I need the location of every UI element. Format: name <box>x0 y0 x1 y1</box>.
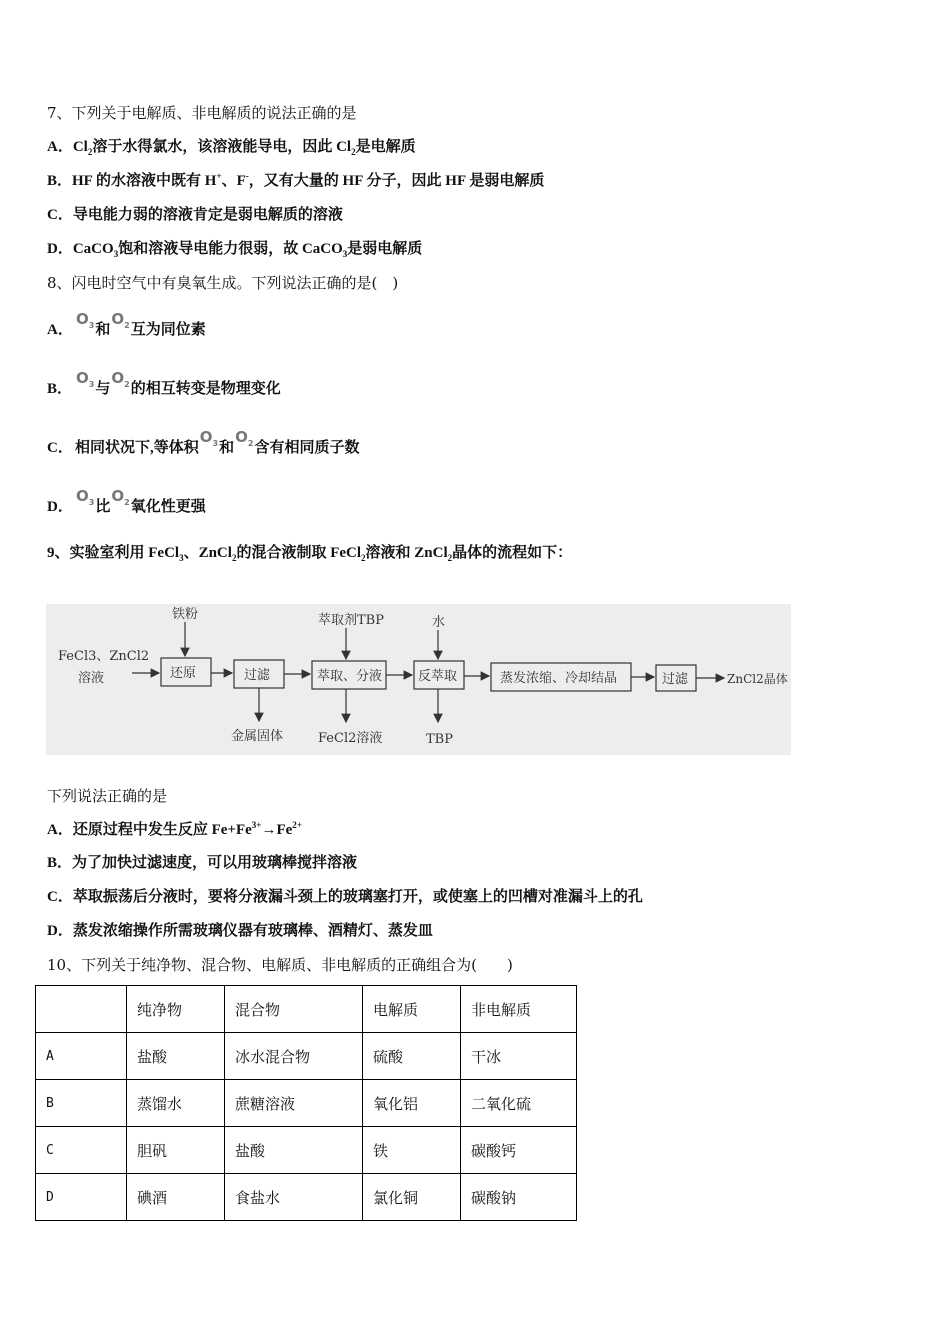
o3-formula: $O_3$ <box>76 369 95 389</box>
flow-water: 水 <box>432 615 446 630</box>
q9-option-b: B．为了加快过滤速度，可以用玻璃棒搅拌溶液 <box>47 855 358 871</box>
table-cell: 食盐水 <box>225 1174 363 1221</box>
q9-prompt: 下列说法正确的是 <box>47 787 168 805</box>
table-cell: 盐酸 <box>127 1033 225 1080</box>
o2-formula: $O_2$ <box>235 428 254 448</box>
o3-formula: $O_3$ <box>199 428 219 448</box>
table-header-cell: 非电解质 <box>461 986 577 1033</box>
table-row <box>36 1127 577 1174</box>
q7-option-c: C．导电能力弱的溶液肯定是弱电解质的溶液 <box>47 207 343 223</box>
table-cell: 二氧化硫 <box>461 1080 577 1127</box>
q7-option-d: D．CaCO$_3$饱和溶液导电能力很弱，故 CaCO$_3$是弱电解质 <box>47 241 423 259</box>
flow-tbp-out: TBP <box>426 732 453 747</box>
flow-feed-solution: 溶液 <box>78 671 105 686</box>
flow-iron-powder: 铁粉 <box>172 607 199 622</box>
table-row <box>36 1033 577 1080</box>
q7-option-a: A．$Cl_2$溶于水得氯水，该溶液能导电，因此 $Cl_2$是电解质 <box>47 139 416 157</box>
table-cell: 胆矾 <box>127 1127 225 1174</box>
q8-option-a: A．$O_3$和$O_2$互为同位素 <box>47 310 206 338</box>
flow-extractant: 萃取剂TBP <box>318 613 384 628</box>
flow-filter2-label: 过滤 <box>662 672 689 687</box>
table-cell: D <box>36 1174 127 1221</box>
table-cell: 蒸馏水 <box>127 1080 225 1127</box>
q8-stem: 8、闪电时空气中有臭氧生成。下列说法正确的是( ) <box>47 274 399 292</box>
process-flow-diagram <box>46 604 791 755</box>
table-cell: B <box>36 1080 127 1127</box>
flow-filter1-label: 过滤 <box>244 668 271 683</box>
table-cell: 盐酸 <box>225 1127 363 1174</box>
table-header-cell <box>36 986 127 1033</box>
o2-formula: $O_2$ <box>111 369 130 389</box>
q9-option-c: C．萃取振荡后分液时，要将分液漏斗颈上的玻璃塞打开，或使塞上的凹槽对准漏斗上的孔 <box>47 889 643 905</box>
o2-formula: $O_2$ <box>111 310 130 330</box>
q9-option-d: D．蒸发浓缩操作所需玻璃仪器有玻璃棒、酒精灯、蒸发皿 <box>47 923 433 939</box>
table-header-cell: 电解质 <box>363 986 461 1033</box>
o2-formula: $O_2$ <box>111 487 130 507</box>
table-row <box>36 1174 577 1221</box>
table-row <box>36 1080 577 1127</box>
table-cell: A <box>36 1033 127 1080</box>
q10-stem: 10、下列关于纯净物、混合物、电解质、非电解质的正确组合为( ) <box>47 956 513 974</box>
q8-option-b: B．$O_3$与$O_2$的相互转变是物理变化 <box>47 369 281 397</box>
o3-formula: $O_3$ <box>76 487 95 507</box>
q9-option-a: A．还原过程中发生反应 $Fe+Fe^{3+}\to Fe^{2+}$ <box>47 820 302 838</box>
table-header-cell: 混合物 <box>225 986 363 1033</box>
q8-option-c: C． 相同状况下,等体积$O_3$和$O_2$含有相同质子数 <box>47 428 360 456</box>
flow-metal-solid: 金属固体 <box>231 729 284 744</box>
flow-feed: FeCl3、ZnCl2 <box>58 649 150 664</box>
q10-answer-table <box>35 985 577 1221</box>
table-cell: 冰水混合物 <box>225 1033 363 1080</box>
flow-extract-label: 萃取、分液 <box>317 669 383 684</box>
q8-option-d: D．$O_3$比$O_2$氧化性更强 <box>47 487 206 515</box>
table-cell: 蔗糖溶液 <box>225 1080 363 1127</box>
flow-fecl2-solution: FeCl2溶液 <box>318 731 383 746</box>
table-cell: 氯化铜 <box>363 1174 461 1221</box>
flow-evaporate-label: 蒸发浓缩、冷却结晶 <box>500 671 618 686</box>
table-cell: 铁 <box>363 1127 461 1174</box>
flow-back-extract-label: 反萃取 <box>418 669 458 684</box>
o3-formula: $O_3$ <box>76 310 95 330</box>
table-header-row <box>36 986 577 1033</box>
table-cell: 碘酒 <box>127 1174 225 1221</box>
table-cell: C <box>36 1127 127 1174</box>
table-cell: 干冰 <box>461 1033 577 1080</box>
q9-stem: 9、实验室利用 FeCl$_3$、ZnCl$_2$的混合液制取 FeCl$_2$溶液和 ZnCl$_2$晶体的流程如下： <box>47 545 573 563</box>
table-cell: 碳酸钠 <box>461 1174 577 1221</box>
flow-product: ZnCl2晶体 <box>727 672 788 686</box>
flow-reduce-label: 还原 <box>170 666 197 681</box>
table-cell: 硫酸 <box>363 1033 461 1080</box>
table-cell: 氧化铝 <box>363 1080 461 1127</box>
q7-stem: 7、下列关于电解质、非电解质的说法正确的是 <box>47 104 357 122</box>
q7-option-b: B．HF 的水溶液中既有 H+、F-，又有大量的 HF 分子，因此 HF 是弱电解质 <box>47 171 545 189</box>
table-header-cell: 纯净物 <box>127 986 225 1033</box>
table-cell: 碳酸钙 <box>461 1127 577 1174</box>
